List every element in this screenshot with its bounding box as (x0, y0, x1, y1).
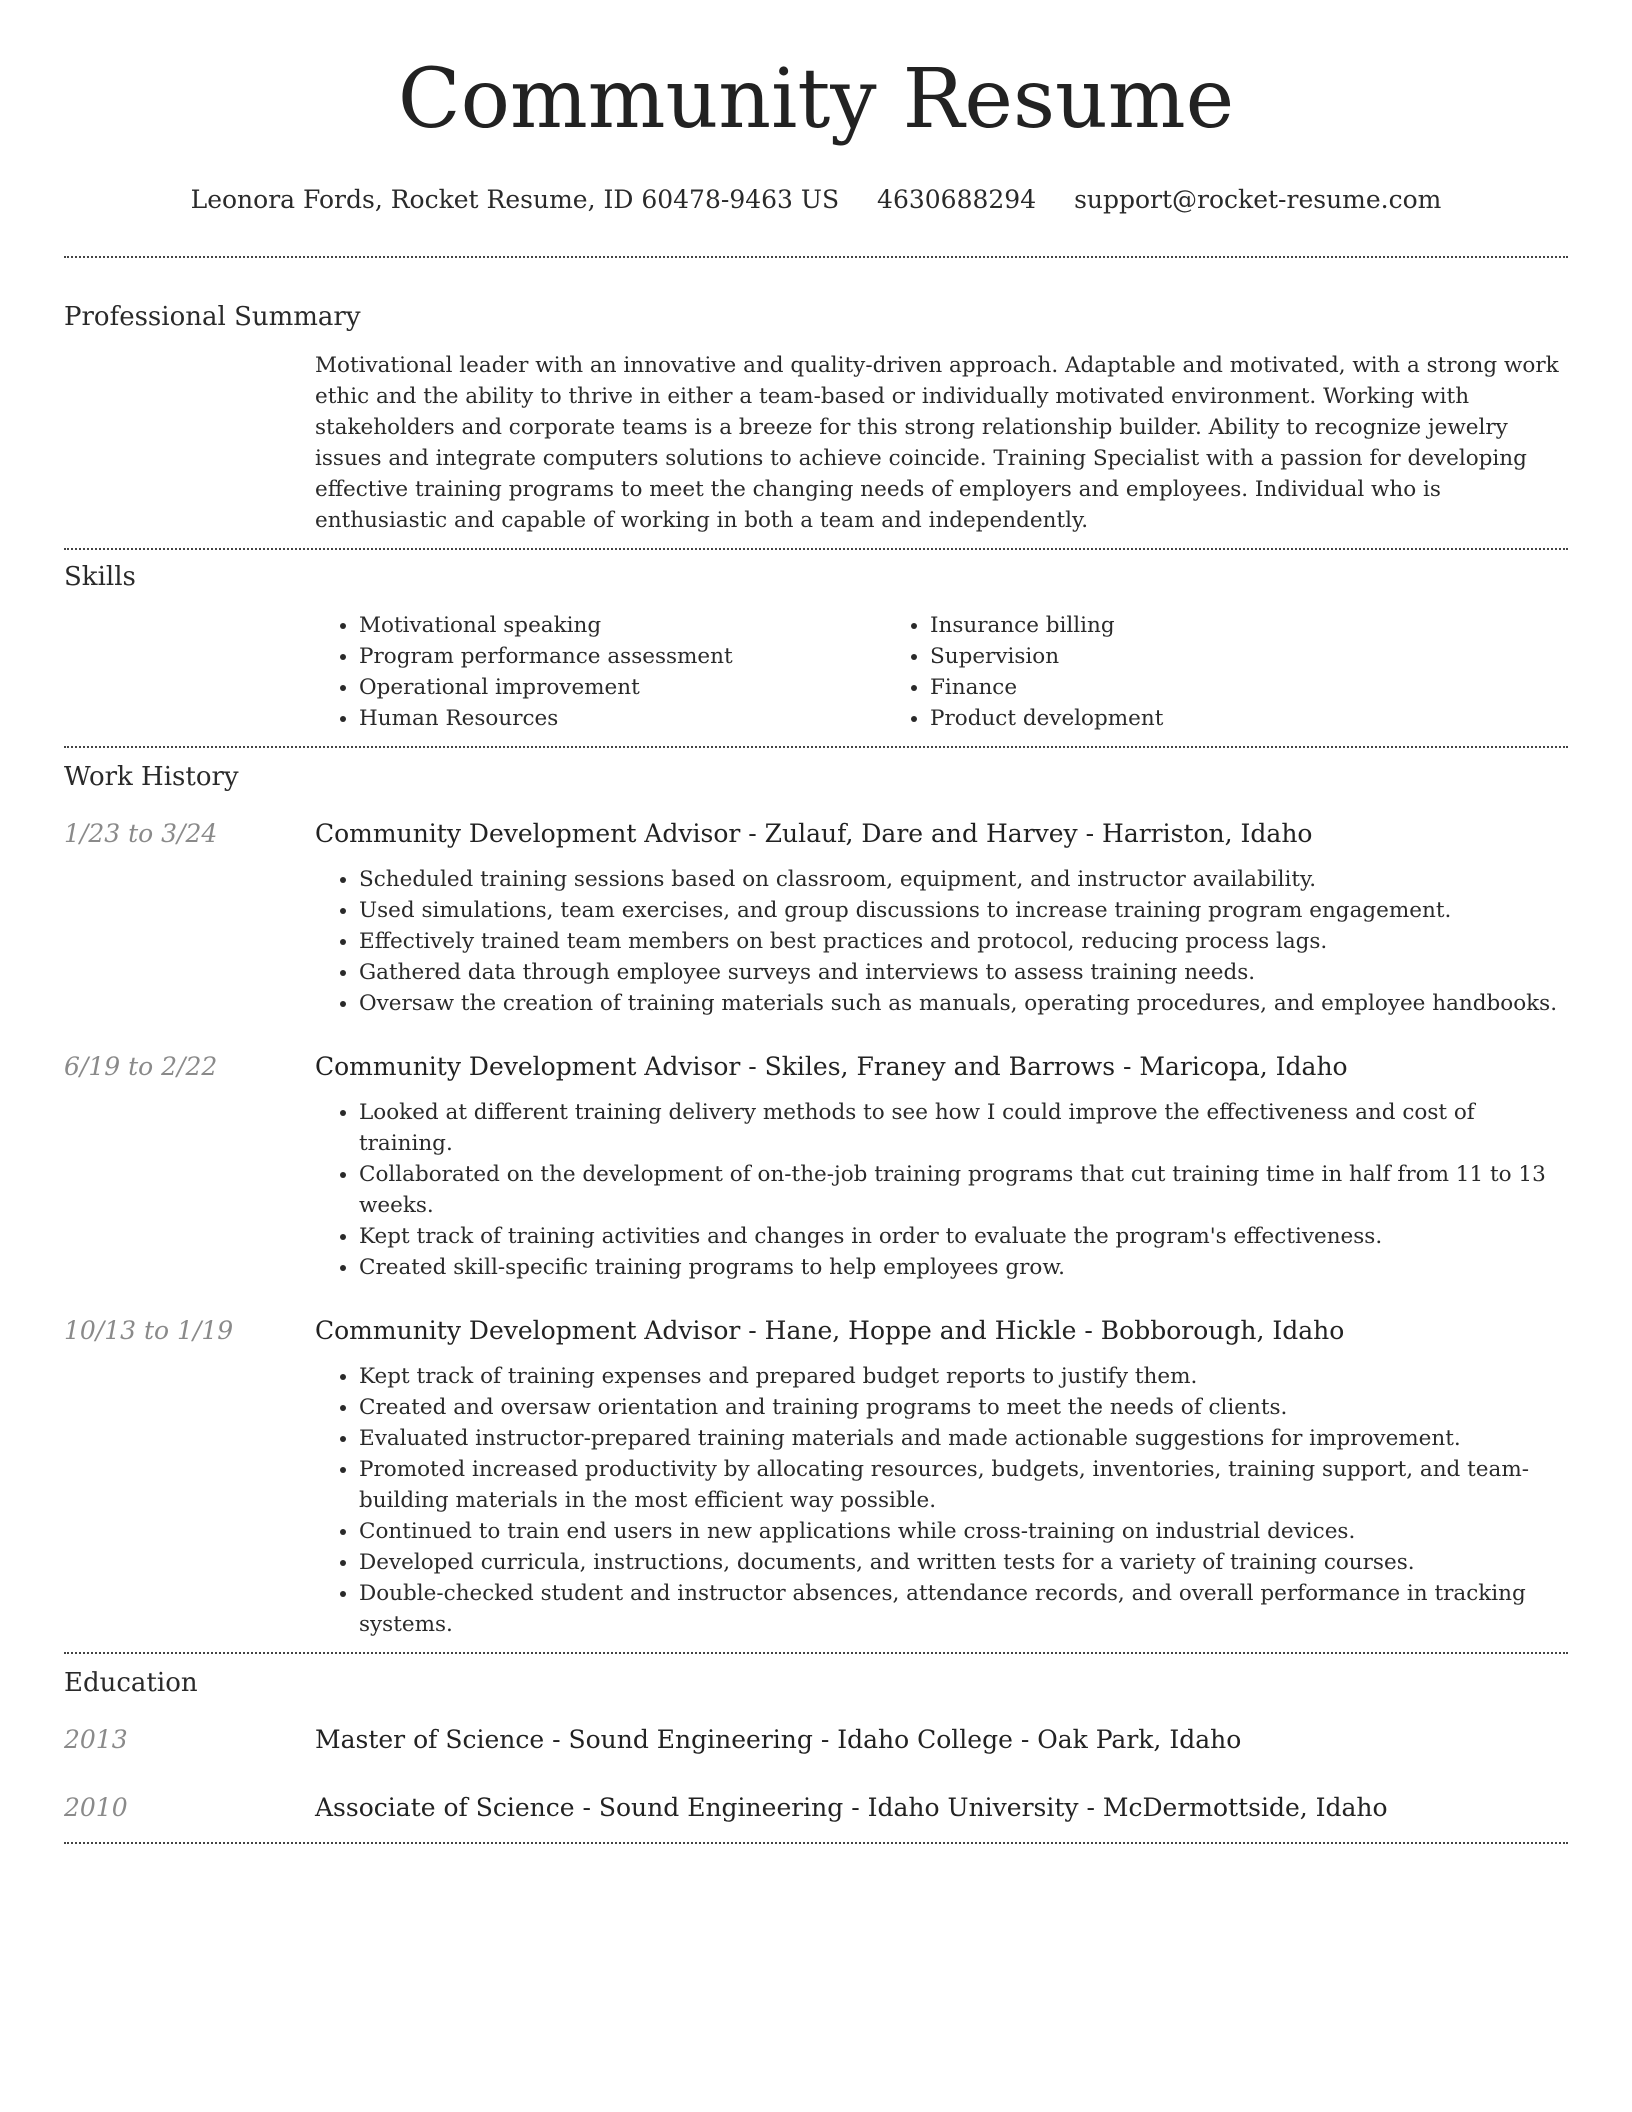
job-bullet: • Promoted increased productivity by allocating resources, budgets, inventories, training support, and team-building materials in the most efficient way possible. (359, 1454, 1568, 1516)
summary-section (64, 300, 1568, 536)
job-bullet: • Created skill-specific training programs to help employees grow. (359, 1252, 1568, 1283)
skill-item: • Supervision (930, 641, 1536, 672)
job-bullet: • Developed curricula, instructions, documents, and written tests for a variety of training courses. (359, 1547, 1568, 1578)
job-bullet: • Scheduled training sessions based on classroom, equipment, and instructor availability. (359, 864, 1568, 895)
education-year: 2010 (64, 1793, 128, 1822)
skill-item: • Operational improvement (359, 672, 886, 703)
work-history-section (64, 760, 1568, 1640)
job-entry (64, 1315, 1568, 1640)
job-bullet: • Oversaw the creation of training materials such as manuals, operating procedures, and employee handbooks. (359, 988, 1568, 1019)
contact-address: Leonora Fords, Rocket Resume, ID 60478-9463 US (190, 185, 840, 214)
section-title-education: Education (64, 1668, 198, 1698)
job-entry (64, 818, 1568, 1019)
skill-item: • Program performance assessment (359, 641, 886, 672)
job-bullet: • Gathered data through employee surveys and interviews to assess training needs. (359, 957, 1568, 988)
education-title: Associate of Science - Sound Engineering - Idaho University - McDermottside, Idaho (315, 1793, 1388, 1822)
education-section (64, 1666, 1568, 1824)
job-bullet: • Evaluated instructor-prepared training materials and made actionable suggestions for improvement. (359, 1423, 1568, 1454)
skills-list (315, 610, 1568, 734)
education-entry (64, 1792, 1568, 1824)
section-title-skills: Skills (64, 562, 136, 592)
job-bullets (315, 1361, 1568, 1640)
skills-section (64, 560, 1568, 734)
contact-email: support@rocket-resume.com (1074, 185, 1442, 214)
skill-item: • Human Resources (359, 703, 886, 734)
skills-column-right (886, 610, 1536, 734)
section-title-summary: Professional Summary (64, 302, 361, 332)
skill-item: • Finance (930, 672, 1536, 703)
resume-name: Community Resume (397, 52, 1235, 147)
job-bullet: • Kept track of training activities and changes in order to evaluate the program's effectiveness. (359, 1221, 1568, 1252)
section-title-work-history: Work History (64, 762, 239, 792)
job-bullet: • Created and oversaw orientation and training programs to meet the needs of clients. (359, 1392, 1568, 1423)
job-title: Community Development Advisor - Skiles, Franey and Barrows - Maricopa, Idaho (315, 1052, 1348, 1081)
summary-text: Motivational leader with an innovative and quality-driven approach. Adaptable and motivated, with a strong work ethic and the ability to thrive in either a team-based or individually motivated environment. Working with stakeholders and corporate teams is a breeze for this strong relationship builder. Ability to recognize jewelry issues and integrate computers solutions to achieve coincide. Training Specialist with a passion for developing effective training programs to meet the changing needs of employers and employees. Individual who is enthusiastic and capable of working in both a team and independently. (315, 353, 1559, 533)
job-bullets (315, 1097, 1568, 1283)
job-entry (64, 1051, 1568, 1283)
skills-column-left (315, 610, 886, 734)
job-bullet: • Collaborated on the development of on-the-job training programs that cut training time in half from 11 to 13 weeks. (359, 1159, 1568, 1221)
job-bullet: • Kept track of training expenses and prepared budget reports to justify them. (359, 1361, 1568, 1392)
divider (64, 548, 1568, 550)
job-bullet: • Used simulations, team exercises, and group discussions to increase training program engagement. (359, 895, 1568, 926)
divider (64, 1652, 1568, 1654)
skill-item: • Product development (930, 703, 1536, 734)
education-year: 2013 (64, 1725, 128, 1754)
job-title: Community Development Advisor - Hane, Hoppe and Hickle - Bobborough, Idaho (315, 1316, 1345, 1345)
job-bullet: • Effectively trained team members on best practices and protocol, reducing process lags. (359, 926, 1568, 957)
job-dates: 1/23 to 3/24 (64, 819, 218, 848)
job-bullet: • Looked at different training delivery methods to see how I could improve the effectiveness and cost of training. (359, 1097, 1568, 1159)
skill-item: • Motivational speaking (359, 610, 886, 641)
job-bullets (315, 864, 1568, 1019)
education-title: Master of Science - Sound Engineering - Idaho College - Oak Park, Idaho (315, 1725, 1242, 1754)
resume-page (64, 0, 1568, 1844)
job-title: Community Development Advisor - Zulauf, Dare and Harvey - Harriston, Idaho (315, 819, 1313, 848)
divider (64, 256, 1568, 258)
skill-item: • Insurance billing (930, 610, 1536, 641)
job-dates: 6/19 to 2/22 (64, 1052, 218, 1081)
contact-line (64, 184, 1568, 216)
divider (64, 1842, 1568, 1844)
job-bullet: • Continued to train end users in new applications while cross-training on industrial devices. (359, 1516, 1568, 1547)
contact-phone: 4630688294 (877, 185, 1037, 214)
job-bullet: • Double-checked student and instructor absences, attendance records, and overall performance in tracking systems. (359, 1578, 1568, 1640)
education-entry (64, 1724, 1568, 1756)
divider (64, 746, 1568, 748)
job-dates: 10/13 to 1/19 (64, 1316, 234, 1345)
